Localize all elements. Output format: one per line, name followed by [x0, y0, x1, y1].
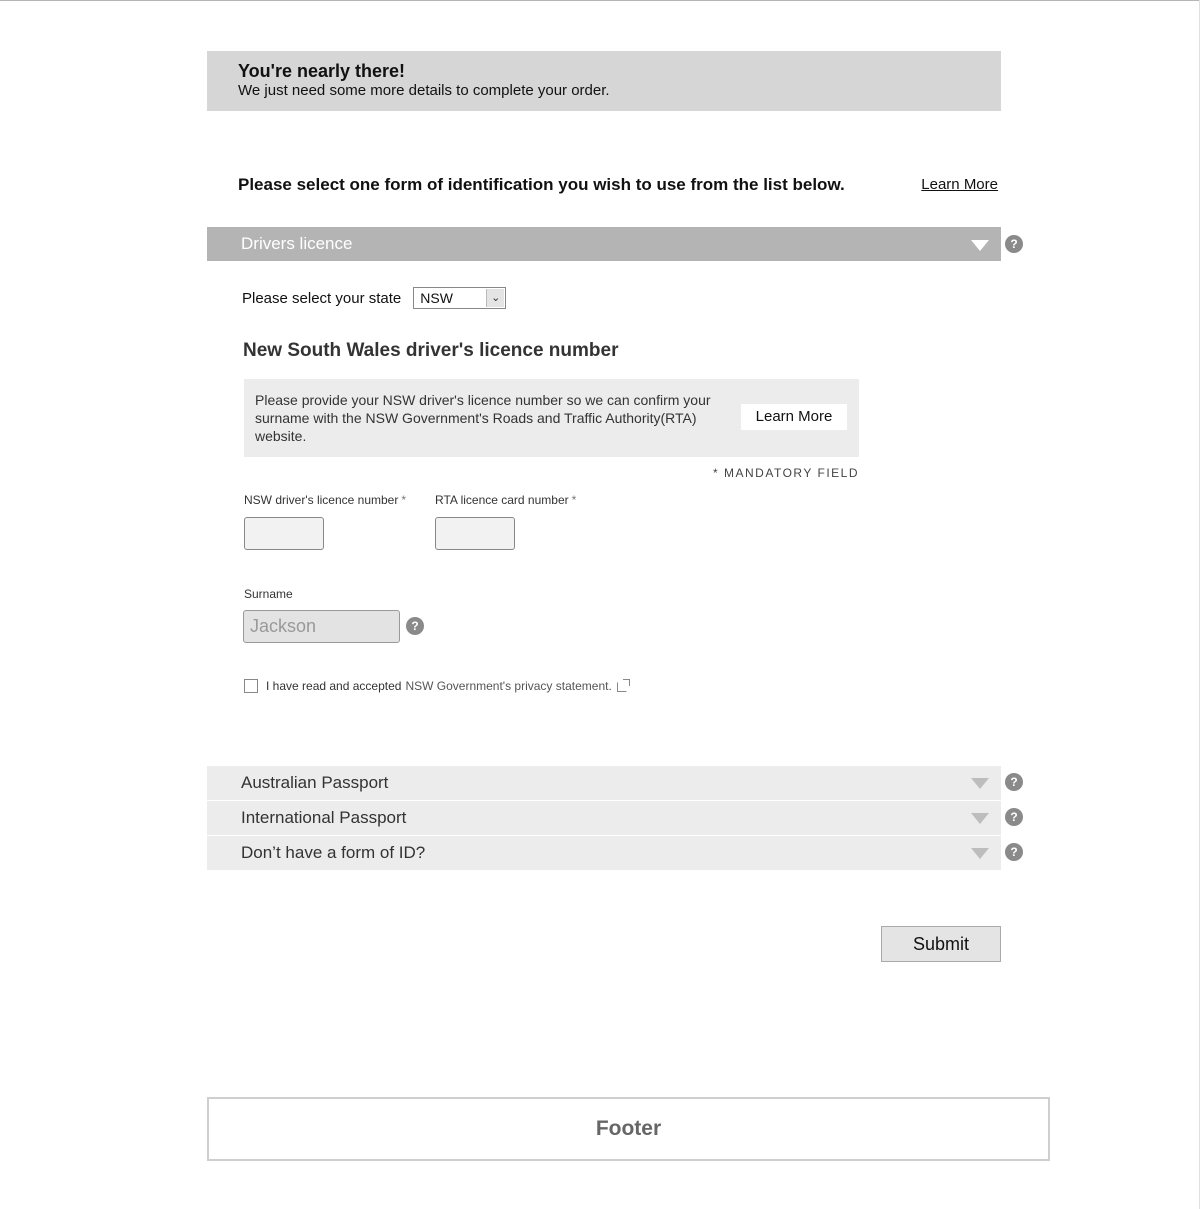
accordion-international-passport[interactable] — [207, 801, 1001, 835]
learn-more-link[interactable]: Learn More — [921, 176, 998, 193]
footer: Footer — [207, 1097, 1050, 1161]
accordion-label: Drivers licence — [241, 234, 353, 253]
submit-button[interactable]: Submit — [881, 926, 1001, 962]
state-row — [242, 286, 506, 310]
accordion-no-id[interactable] — [207, 836, 1001, 870]
notice-banner — [207, 51, 1001, 111]
caret-down-icon — [971, 813, 989, 824]
info-box — [244, 379, 859, 457]
accordion-label: Don’t have a form of ID? — [241, 843, 426, 862]
state-select[interactable] — [413, 287, 506, 309]
help-icon[interactable]: ? — [1005, 843, 1023, 861]
privacy-row — [244, 679, 627, 693]
state-label: Please select your state — [242, 289, 402, 307]
required-mark: * — [571, 493, 577, 507]
id-instructions — [238, 175, 1000, 197]
instruction-text: Please select one form of identification you wish to use from the list below. — [238, 175, 845, 194]
banner-title: You're nearly there! — [238, 61, 406, 81]
surname-field[interactable]: Jackson — [243, 610, 400, 643]
caret-down-icon — [971, 240, 989, 251]
card-number-label — [435, 493, 576, 507]
chevron-down-icon: ⌄ — [486, 289, 504, 307]
state-selected-value: NSW — [420, 290, 453, 306]
help-icon[interactable]: ? — [1005, 773, 1023, 791]
banner-subtitle: We just need some more details to complete your order. — [238, 82, 610, 99]
help-icon[interactable]: ? — [1005, 235, 1023, 253]
privacy-link[interactable]: NSW Government's privacy statement. — [405, 679, 612, 693]
privacy-text: I have read and accepted — [266, 679, 402, 693]
surname-label: Surname — [244, 587, 293, 601]
caret-down-icon — [971, 848, 989, 859]
required-mark: * — [401, 493, 407, 507]
top-border — [0, 0, 1200, 1]
mandatory-note: * MANDATORY FIELD — [713, 466, 859, 480]
accordion-australian-passport[interactable] — [207, 766, 1001, 800]
licence-number-label — [244, 493, 406, 507]
accordion-drivers-licence[interactable] — [207, 227, 1001, 261]
accordion-label: Australian Passport — [241, 773, 389, 792]
help-icon[interactable]: ? — [406, 617, 424, 635]
accordion-label: International Passport — [241, 808, 407, 827]
caret-down-icon — [971, 778, 989, 789]
card-number-input[interactable] — [435, 517, 515, 550]
info-text: Please provide your NSW driver's licence number so we can confirm your surname with the NSW Government's Roads and Traffic Authority(RTA) website. — [255, 392, 711, 444]
card-number-label-text: RTA licence card number — [435, 493, 569, 507]
licence-number-input[interactable] — [244, 517, 324, 550]
external-link-icon — [617, 682, 627, 692]
help-icon[interactable]: ? — [1005, 808, 1023, 826]
section-title: New South Wales driver's licence number — [243, 340, 619, 361]
licence-number-label-text: NSW driver's licence number — [244, 493, 399, 507]
privacy-checkbox[interactable] — [244, 679, 258, 693]
learn-more-button[interactable]: Learn More — [741, 404, 847, 430]
